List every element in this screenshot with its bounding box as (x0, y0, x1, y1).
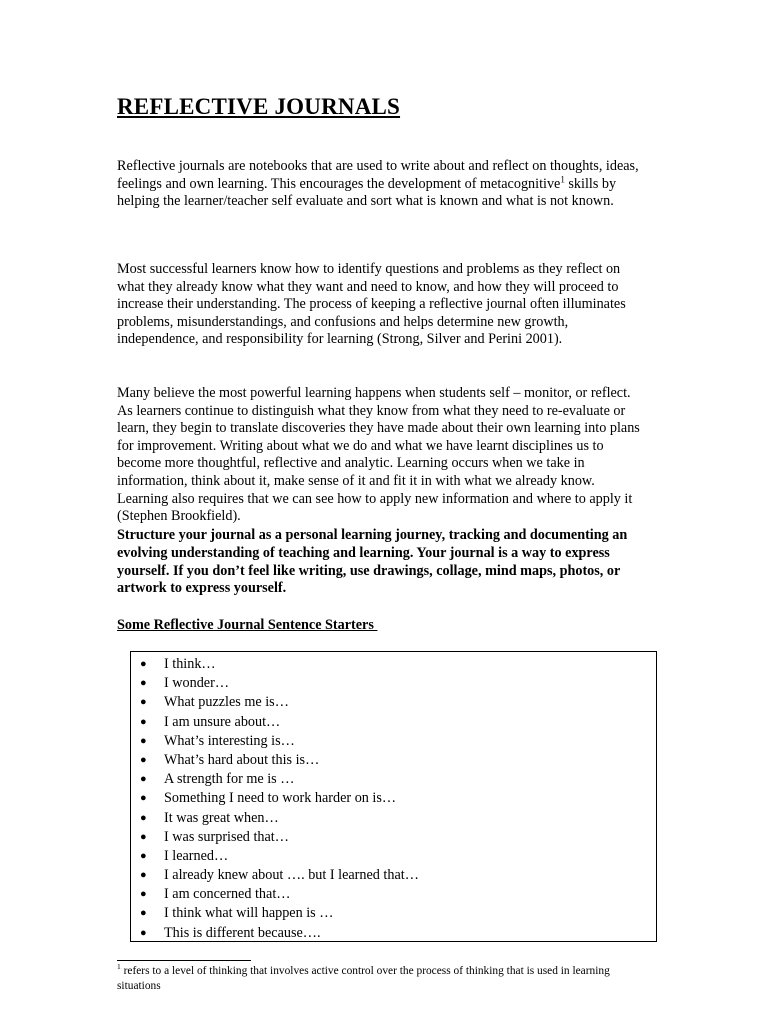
sentence-starter-text: This is different because…. (164, 924, 321, 941)
powerful-learning-paragraph: Many believe the most powerful learning happens when students self – monitor, or reflect. As learners continue to distinguish what they know from what they need to re-evaluate or learn, they begin to translate discoveries they have made about their own learning into plans for improvement. Writing about what we do and what we have learnt disciplines us to become more thoughtful, reflective and analytic. Learning occurs when we take in information, think about it, make sense of it and fit it in with what we already know. Learning also requires that we can see how to apply new information and where to apply it (Stephen Brookfield). (117, 385, 640, 525)
bullet-icon: ● (140, 849, 147, 862)
bullet-icon: ● (140, 792, 147, 805)
sentence-starters-list (131, 655, 656, 943)
sentence-starters-heading: Some Reflective Journal Sentence Starters (117, 617, 378, 633)
list-item (131, 655, 656, 674)
bullet-icon: ● (140, 658, 147, 670)
bullet-icon: ● (140, 869, 147, 882)
sentence-starter-text: I learned… (164, 847, 229, 864)
bullet-icon: ● (140, 715, 147, 728)
list-item (131, 847, 656, 866)
bullet-icon: ● (140, 830, 147, 843)
sentence-starter-text: What puzzles me is… (164, 694, 289, 711)
list-item (131, 789, 656, 808)
sentence-starter-text: What’s hard about this is… (164, 751, 320, 768)
intro-text-end: skills by helping the learner/teacher self evaluate and sort what is known and what is not known. (117, 175, 617, 210)
bullet-icon: ● (140, 926, 147, 939)
sentence-starter-text: It was great when… (164, 809, 279, 826)
footnote-text: refers to a level of thinking that involves active control over the process of thinking that is used in learning situations (117, 965, 610, 992)
list-item (131, 809, 656, 828)
sentence-starter-text: I am unsure about… (164, 713, 281, 730)
journal-structure-paragraph: Structure your journal as a personal learning journey, tracking and documenting an evolving understanding of teaching and learning. Your journal is a way to express yourself. If you don’t feel like writing, use drawings, collage, mind maps, photos, or artwork to express yourself. (117, 527, 628, 597)
footnote-reference: 1 (560, 173, 565, 184)
sentence-starter-text: I already knew about …. but I learned that… (164, 867, 419, 884)
list-item (131, 713, 656, 732)
list-item (131, 732, 656, 751)
footnote-marker: 1 (117, 962, 121, 972)
list-item (131, 828, 656, 847)
successful-learners-paragraph: Most successful learners know how to identify questions and problems as they reflect on what they already know what they want and need to know, and how they will proceed to increase their understanding. The process of keeping a reflective journal often illuminates problems, misunderstandings, and confusions and helps determine new growth, independence, and responsibility for learning (Strong, Silver and Perini 2001). (117, 261, 626, 348)
sentence-starter-text: I think what will happen is … (164, 905, 334, 922)
sentence-starters-box (130, 651, 657, 942)
sentence-starter-text: Something I need to work harder on is… (164, 790, 397, 807)
intro-paragraph (117, 158, 647, 211)
list-item (131, 674, 656, 693)
sentence-starter-text: I was surprised that… (164, 828, 289, 845)
page-title: REFLECTIVE JOURNALS (117, 94, 401, 119)
footnote-separator (117, 960, 251, 961)
list-item (131, 770, 656, 789)
bullet-icon: ● (140, 811, 147, 824)
list-item (131, 904, 656, 923)
bullet-icon: ● (140, 888, 147, 901)
sentence-starter-text: A strength for me is … (164, 771, 295, 788)
list-item (131, 885, 656, 904)
intro-text-start: Reflective journals are notebooks that are used to write about and reflect on thoughts, ideas, feelings and own learning. This encourages the development of metacognitive (117, 158, 639, 192)
bullet-icon: ● (140, 677, 147, 690)
list-item (131, 924, 656, 943)
sentence-starter-text: I am concerned that… (164, 886, 291, 903)
list-item (131, 751, 656, 770)
bullet-icon: ● (140, 734, 147, 747)
bullet-icon: ● (140, 907, 147, 920)
list-item (131, 866, 656, 885)
bullet-icon: ● (140, 696, 147, 709)
bullet-icon: ● (140, 773, 147, 786)
sentence-starter-text: I wonder… (164, 675, 230, 692)
sentence-starter-text: What’s interesting is… (164, 732, 295, 749)
sentence-starter-text: I think… (164, 656, 216, 672)
list-item (131, 693, 656, 712)
bullet-icon: ● (140, 753, 147, 766)
footnote (117, 964, 642, 993)
